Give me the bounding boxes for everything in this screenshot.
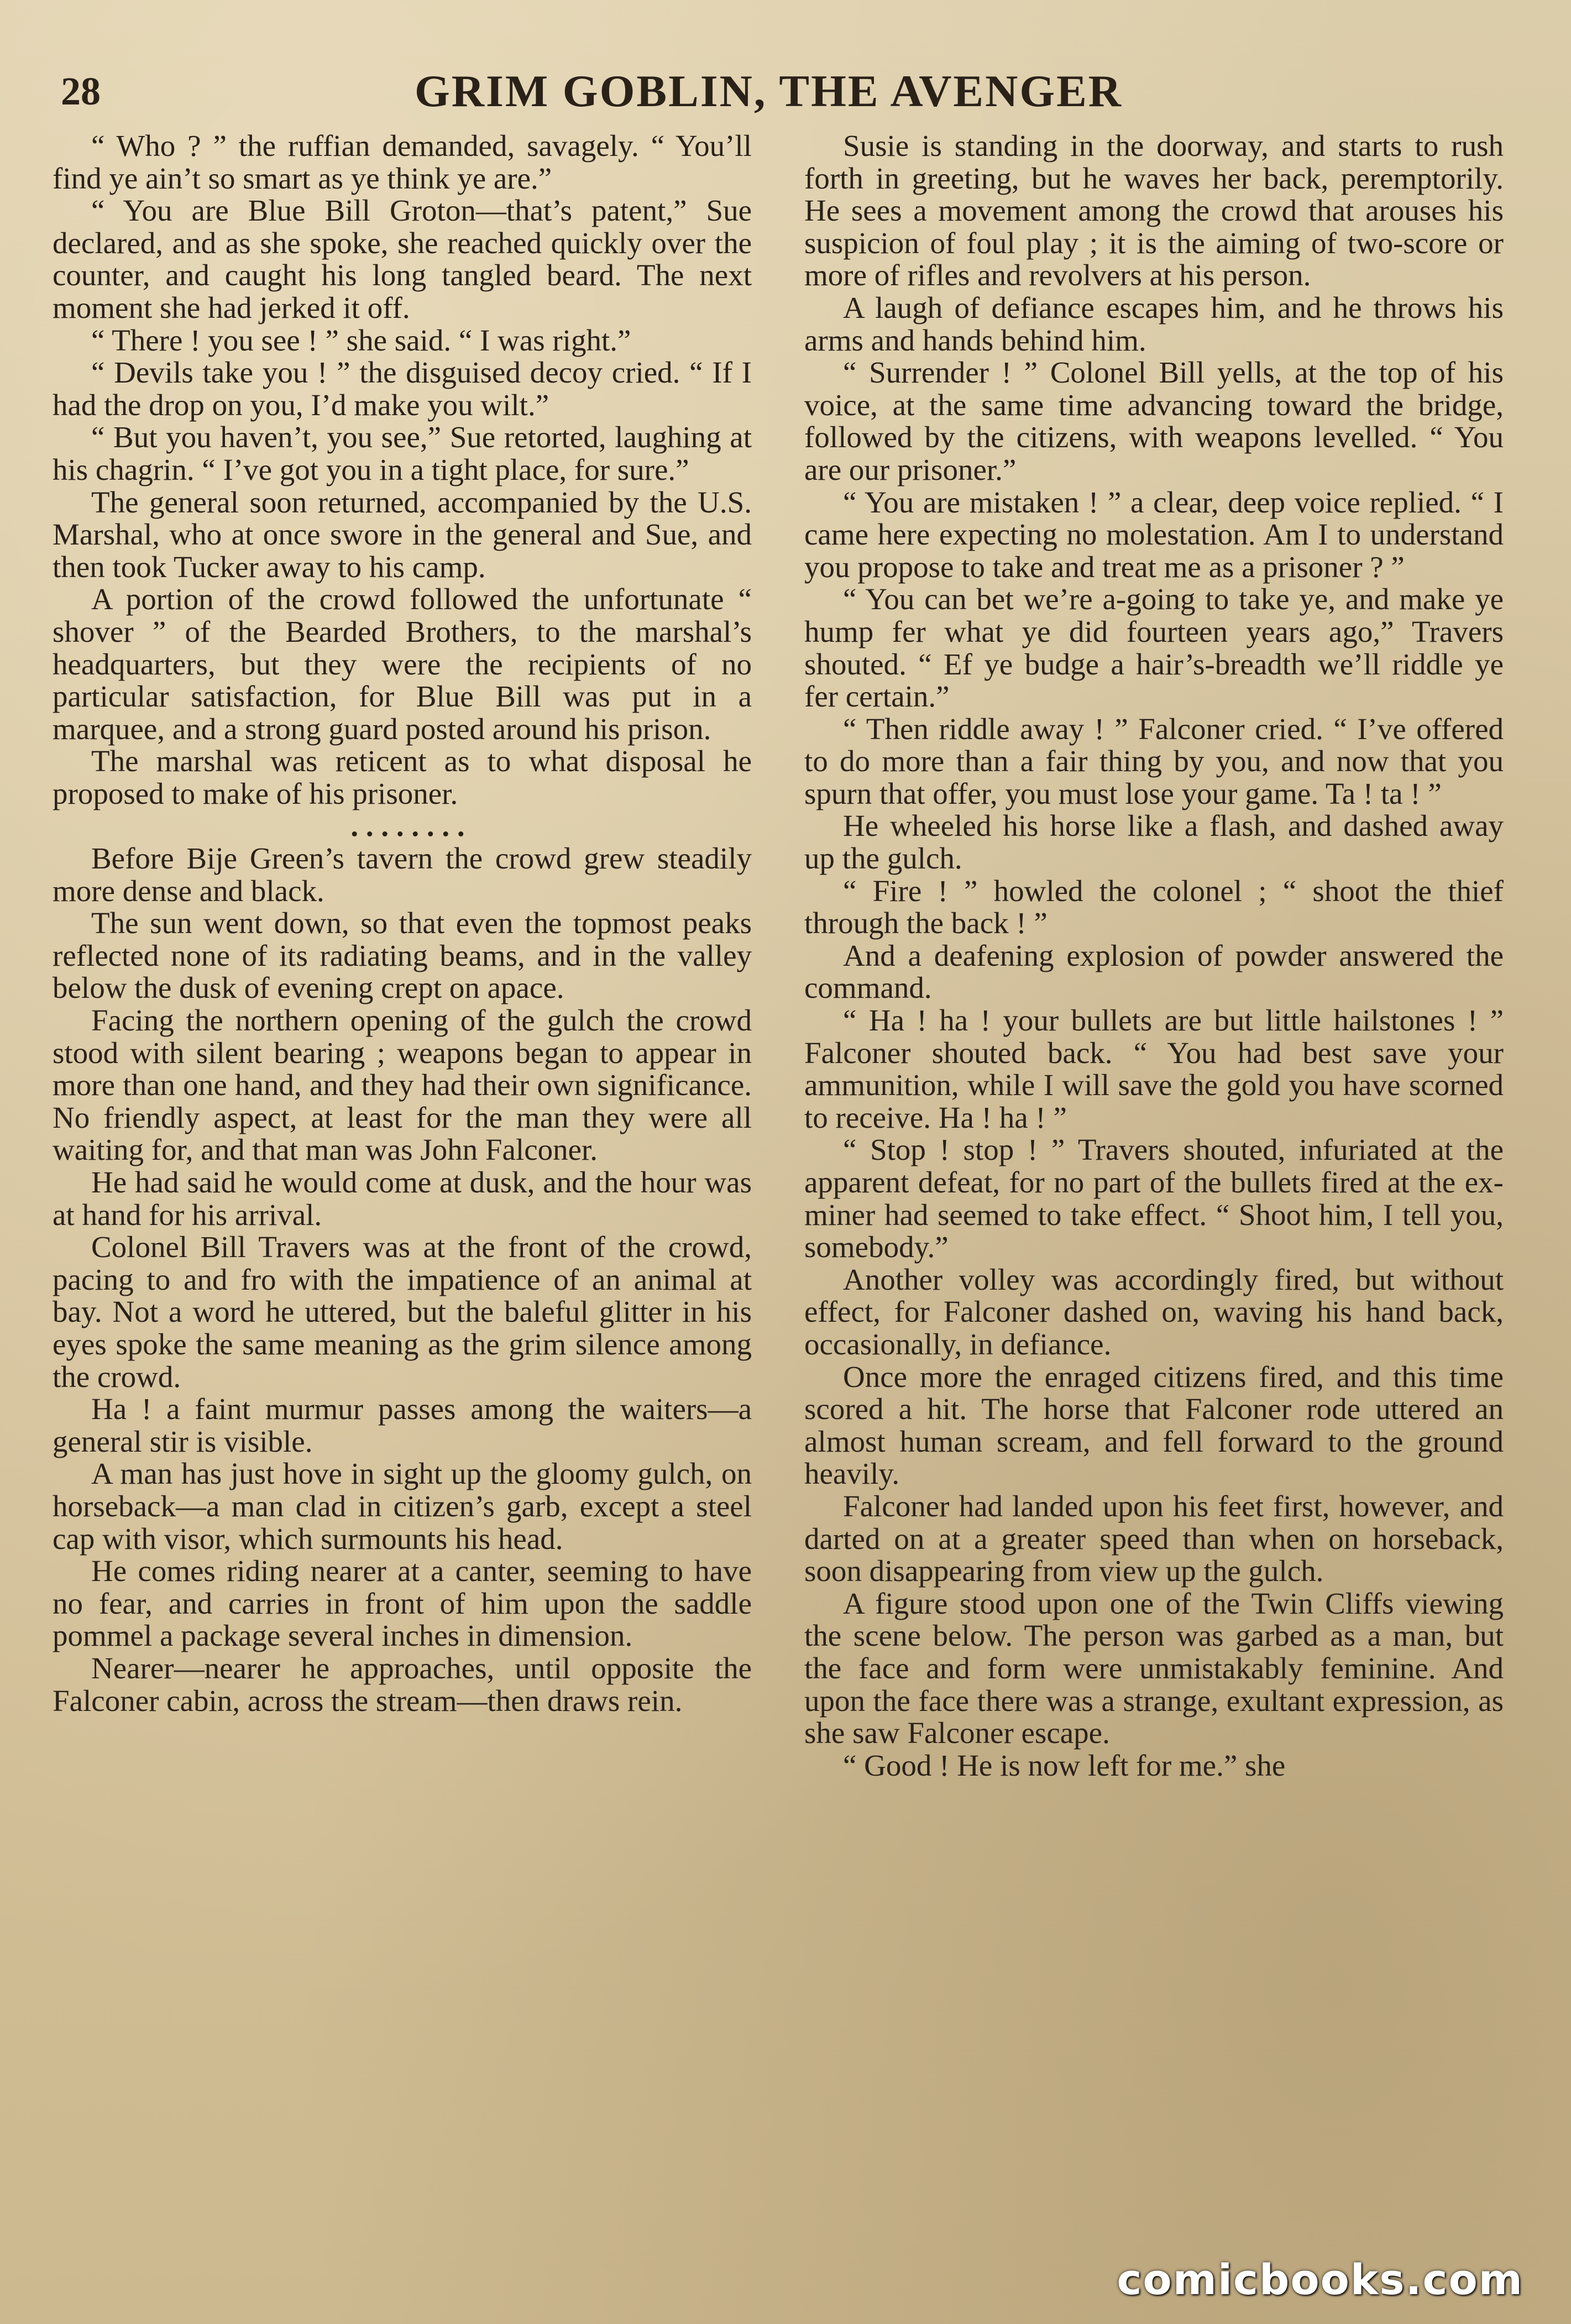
paragraph: “ You are Blue Bill Groton—that’s patent,” Sue declared, and as she spoke, she reached quickly over the counter, and caught his long tangled beard. The next moment she had jerked it off. — [53, 193, 752, 324]
section-break — [53, 810, 752, 842]
paragraph: “ Then riddle away ! ” Falconer cried. “ I’ve offered to do more than a fair thing by you, and now that you spurn that offer, you must lose your game. Ta ! ta ! ” — [804, 711, 1504, 810]
paragraph: Ha ! a faint murmur passes among the waiters—a general stir is visible. — [53, 1392, 752, 1458]
paragraph: “ Fire ! ” howled the colonel ; “ shoot the thief through the back ! ” — [804, 873, 1504, 940]
paragraph: “ Surrender ! ” Colonel Bill yells, at the top of his voice, at the same time advancing toward the bridge, followed by the citizens, with weapons levelled. “ You are our prisoner.” — [804, 355, 1504, 486]
paragraph: He comes riding nearer at a canter, seeming to have no fear, and carries in front of him upon the saddle pommel a package several inches in dimension. — [53, 1554, 752, 1653]
paragraph: Susie is standing in the doorway, and starts to rush forth in greeting, but he waves her back, peremptorily. He sees a movement among the crowd that arouses his suspicion of foul play ; it is the aiming of two-score or more of rifles and revolvers at his person. — [804, 129, 1504, 292]
paragraph: “ But you haven’t, you see,” Sue retorted, laughing at his chagrin. “ I’ve got you in a tight place, for sure.” — [53, 420, 752, 486]
paragraph: Once more the enraged citizens fired, and this time scored a hit. The horse that Falconer rode uttered an almost human scream, and fell forward to the ground heavily. — [804, 1359, 1504, 1491]
paragraph: Before Bije Green’s tavern the crowd grew steadily more dense and black. — [53, 841, 752, 908]
paragraph: A man has just hove in sight up the gloomy gulch, on horseback—a man clad in citizen’s garb, except a steel cap with visor, which surmounts his head. — [53, 1457, 752, 1556]
paragraph: “ Good ! He is now left for me.” she — [843, 1748, 1286, 1782]
right-column — [804, 130, 1504, 1782]
paragraph: He had said he would come at dusk, and the hour was at hand for his arrival. — [53, 1165, 752, 1232]
running-title: GRIM GOBLIN, THE AVENGER — [415, 66, 1123, 116]
paragraph: The sun went down, so that even the topmost peaks reflected none of its radiating beams, and in the valley below the dusk of evening crept on apace. — [53, 906, 752, 1005]
paragraph: Colonel Bill Travers was at the front of the crowd, pacing to and fro with the impatience of an animal at bay. Not a word he uttered, but the baleful glitter in his eyes spoke the same meaning as the grim silence among the crowd. — [53, 1230, 752, 1394]
paragraph: The marshal was reticent as to what disposal he proposed to make of his prisoner. — [53, 744, 752, 810]
section-break-dots: . . . . . . . . — [350, 809, 465, 843]
paragraph: A laugh of defiance escapes him, and he throws his arms and hands behind him. — [804, 290, 1504, 357]
page-number: 28 — [61, 69, 101, 113]
paragraph: “ There ! you see ! ” she said. “ I was right.” — [91, 323, 631, 357]
left-column — [53, 130, 752, 1717]
watermark: comicbooks.com — [1117, 2255, 1523, 2304]
paragraph: A portion of the crowd followed the unfortunate “ shover ” of the Bearded Brothers, to the marshal’s headquarters, but they were the recipients of no particular satisfaction, for Blue Bill was put in a marquee, and a strong guard posted around his prison. — [53, 582, 752, 746]
paragraph: “ Devils take you ! ” the disguised decoy cried. “ If I had the drop on you, I’d make you wilt.” — [53, 355, 752, 422]
paragraph: Nearer—nearer he approaches, until opposite the Falconer cabin, across the stream—then draws rein. — [53, 1651, 752, 1718]
page-header — [61, 61, 1526, 122]
paragraph: “ Stop ! stop ! ” Travers shouted, infuriated at the apparent defeat, for no part of the bullets fired at the ex-miner had seemed to take effect. “ Shoot him, I tell you, somebody.” — [804, 1133, 1504, 1264]
paragraph: And a deafening explosion of powder answered the command. — [804, 938, 1504, 1005]
paragraph: He wheeled his horse like a flash, and dashed away up the gulch. — [804, 809, 1504, 876]
paragraph: “ Ha ! ha ! your bullets are but little hailstones ! ” Falconer shouted back. “ You had best save your ammunition, while I will save the gold you have scorned to receive. Ha ! ha ! ” — [804, 1003, 1504, 1134]
paragraph: “ You are mistaken ! ” a clear, deep voice replied. “ I came here expecting no molestation. Am I to understand you propose to take and treat me as a prisoner ? ” — [804, 485, 1504, 584]
paragraph: The general soon returned, accompanied by the U.S. Marshal, who at once swore in the general and Sue, and then took Tucker away to his camp. — [53, 485, 752, 584]
paragraph: “ Who ? ” the ruffian demanded, savagely. “ You’ll find ye ain’t so smart as ye think ye are.” — [53, 129, 752, 195]
paragraph: Falconer had landed upon his feet first, however, and darted on at a greater speed than when on horseback, soon disappearing from view up the gulch. — [804, 1489, 1504, 1588]
paragraph: “ You can bet we’re a-going to take ye, and make ye hump fer what ye did fourteen years ago,” Travers shouted. “ Ef ye budge a hair’s-breadth we’ll riddle ye fer certain.” — [804, 582, 1504, 714]
paragraph: A figure stood upon one of the Twin Cliffs viewing the scene below. The person was garbed as a man, but the face and form were unmistakably feminine. And upon the face there was a strange, exultant expression, as she saw Falconer escape. — [804, 1586, 1504, 1750]
paragraph: Another volley was accordingly fired, but without effect, for Falconer dashed on, waving his hand back, occasionally, in defiance. — [804, 1262, 1504, 1361]
paragraph: Facing the northern opening of the gulch the crowd stood with silent bearing ; weapons began to appear in more than one hand, and they had their own significance. No friendly aspect, at least for the man they were all waiting for, and that man was John Falconer. — [53, 1003, 752, 1167]
